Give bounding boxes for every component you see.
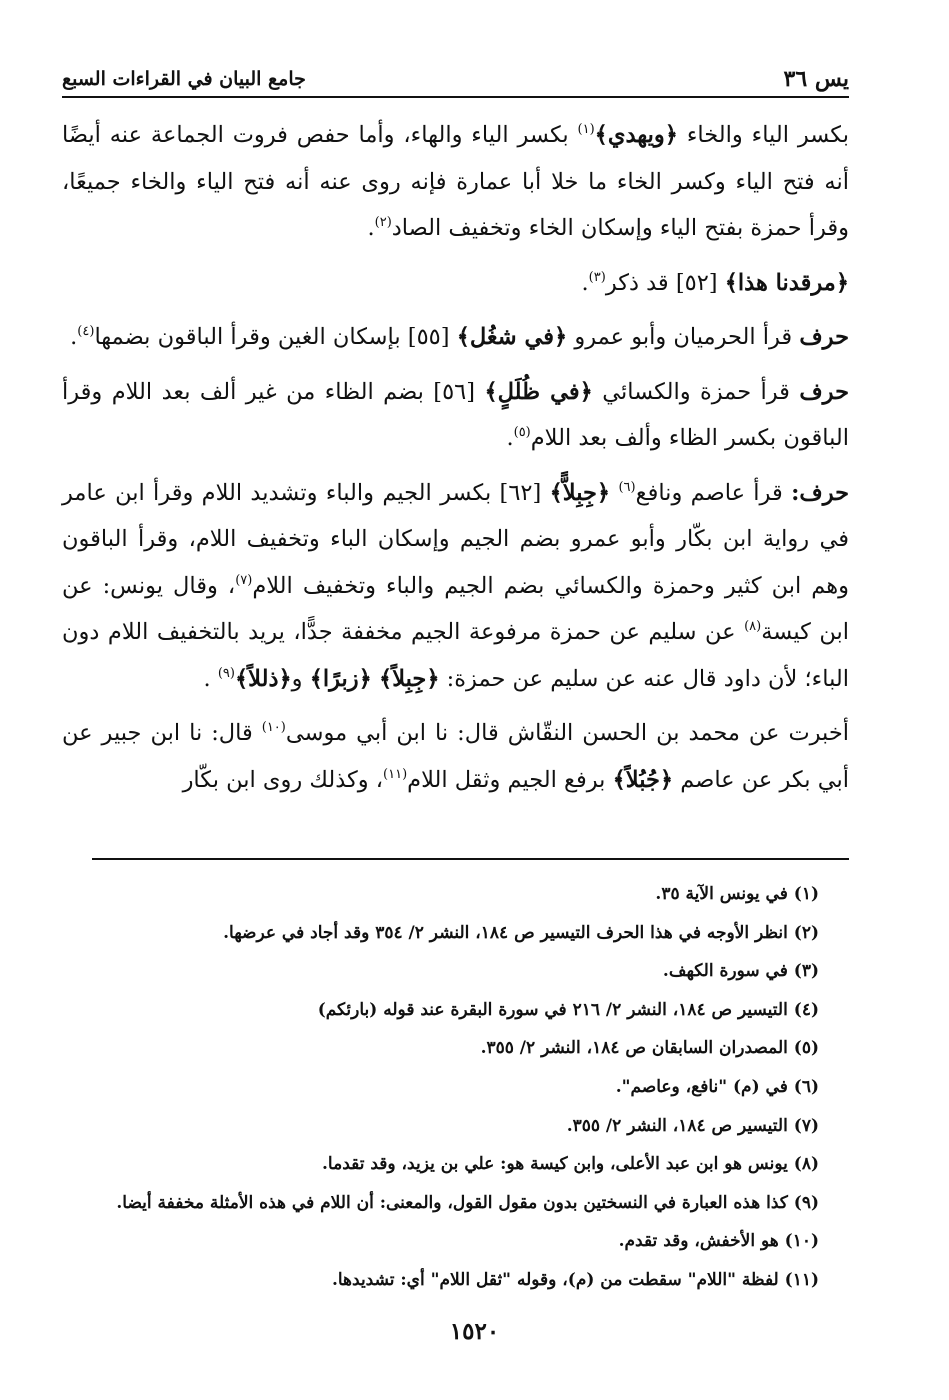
text-run: قرأ الحرميان وأبو عمرو xyxy=(567,324,800,350)
text-run: . xyxy=(203,665,218,692)
footnote-item: (٨) يونس هو ابن عبد الأعلى، وابن كيسة هو: علي بن يزيد، وقد تقدما. xyxy=(322,1154,819,1175)
text-run: . xyxy=(506,425,514,451)
text-run: بكسر الياء والخاء xyxy=(677,122,849,148)
text-run: قرأ عاصم ونافع xyxy=(635,479,792,506)
text-run: قال: نا ابن جبير عن أبي بكر عن عاصم xyxy=(62,720,849,793)
footnote-item: (٤) التيسير ص ١٨٤، النشر ٢/ ٢١٦ في سورة البقرة عند قوله (بارئكم) xyxy=(317,999,819,1020)
text-run: . xyxy=(581,269,589,296)
quran-word: ﴿في ظُلَلٍ﴾ xyxy=(484,378,593,405)
section-label: حرف: xyxy=(791,479,850,506)
footnote-item: (٣) في سورة الكهف. xyxy=(662,961,819,982)
text-run: . xyxy=(70,324,78,350)
footnote-item: (٢) انظر الأوجه في هذا الحرف التيسير ص ١٨٤، النشر ٢/ ٣٥٤ وقد أجاد في عرضها. xyxy=(223,922,819,943)
book-title: جامع البيان في القراءات السبع xyxy=(62,68,306,90)
text-run: [٥٢] قد ذكر xyxy=(605,269,725,296)
footnote-ref: (١٠) xyxy=(261,720,286,735)
text-run: ، وكذلك روى ابن بكّار xyxy=(182,766,384,793)
quran-word: ﴿مرقدنا هذا﴾ xyxy=(724,269,849,296)
quran-word: ﴿جِبِلاً﴾ xyxy=(379,665,440,692)
footnote-ref: (٩) xyxy=(217,665,235,681)
footnote-item: (٦) في (م) "نافع، وعاصم". xyxy=(615,1076,819,1097)
footnote-item: (١) في يونس الآية ٣٥. xyxy=(655,884,819,904)
text-run: [٥٦] بضم الظاء من غير ألف بعد اللام وقرأ الباقون بكسر الظاء وألف بعد اللام xyxy=(62,378,849,451)
footnote-ref: (٤) xyxy=(77,324,95,339)
paragraph-3 xyxy=(62,314,849,361)
text-run: . xyxy=(367,215,375,241)
quran-word: ﴿ذللاً﴾ xyxy=(234,665,292,692)
quran-word: ﴿في شغُل﴾ xyxy=(456,324,568,350)
surah-reference: يس ٣٦ xyxy=(783,66,849,92)
text-run: بكسر الياء والهاء، وأما حفص فروت الجماعة عنه أيضًا أنه فتح الياء وكسر الخاء ما خلا أبا عمارة فإنه روى عنه أنه فتح الياء والخاء جميعًا، وقرأ حمزة بفتح الياء وإسكان الخاء وتخفيف الصاد xyxy=(62,122,849,241)
main-text xyxy=(62,112,849,811)
text-run: [٦٢] بكسر الجيم والباء وتشديد اللام وقرأ ابن عامر في رواية ابن بكّار وأبو عمرو بضم الجيم وإسكان الباء وتخفيف اللام، وقرأ الباقون وهم ابن كثير وحمزة والكسائي بضم الجيم والباء وتخفيف اللام xyxy=(62,479,849,599)
page-number: ١٥٢٠ xyxy=(449,1318,500,1345)
footnote-item: (٩) كذا هذه العبارة في النسختين بدون مقول القول، والمعنى: أن اللام في هذه الأمثلة مخففة أيضا. xyxy=(116,1192,819,1213)
footnote-ref: (٦) xyxy=(618,479,636,495)
quran-word: ﴿جِبِلاًّ﴾ xyxy=(549,479,611,506)
paragraph-6 xyxy=(62,710,849,803)
footnote-item: (١١) لفظة "اللام" سقطت من (م)، وقوله "ثقل اللام" أي: تشديدها. xyxy=(331,1269,819,1290)
footnote-ref: (٣) xyxy=(588,269,606,285)
text-run: أخبرت عن محمد بن الحسن النقّاش قال: نا ابن أبي موسى xyxy=(285,720,850,746)
text-run: و xyxy=(291,665,310,692)
text-run: [٥٥] بإسكان الغين وقرأ الباقون بضمها xyxy=(94,324,457,350)
footnote-ref: (٧) xyxy=(235,572,253,588)
footnote-item: (١٠) هو الأخفش، وقد تقدم. xyxy=(618,1231,819,1252)
footnote-ref: (١١) xyxy=(383,766,408,782)
footnote-item: (٥) المصدران السابقان ص ١٨٤، النشر ٢/ ٣٥٥. xyxy=(480,1038,819,1059)
running-header xyxy=(62,62,849,98)
footnote-item: (٧) التيسير ص ١٨٤، النشر ٢/ ٣٥٥. xyxy=(566,1115,819,1136)
paragraph-2 xyxy=(62,260,849,307)
section-label: حرف xyxy=(799,378,850,405)
text-run: ، وقال يونس: عن ابن كيسة xyxy=(62,572,849,645)
paragraph-1 xyxy=(62,112,849,252)
footnote-ref: (٨) xyxy=(744,619,762,634)
footnote-ref: (٢) xyxy=(374,215,392,230)
quran-word: ﴿ويهدي﴾ xyxy=(594,122,678,148)
text-run xyxy=(372,666,379,692)
footnote-separator xyxy=(92,858,849,860)
paragraph-4 xyxy=(62,369,849,462)
footnotes xyxy=(62,875,819,1300)
text-run: عن سليم عن حمزة مرفوعة الجيم مخففة جدًّا، يريد بالتخفيف اللام دون الباء؛ لأن داود قال عنه عن سليم عن حمزة: xyxy=(62,619,849,692)
text-run: قرأ حمزة والكسائي xyxy=(592,378,800,405)
text-run: برفع الجيم وثقل اللام xyxy=(407,766,613,793)
quran-word: ﴿جُبُلاً﴾ xyxy=(612,766,674,793)
paragraph-5 xyxy=(62,470,849,703)
footnote-ref: (١) xyxy=(577,122,595,137)
footnote-ref: (٥) xyxy=(513,425,531,440)
quran-word: ﴿زبرًا﴾ xyxy=(309,665,372,692)
section-label: حرف xyxy=(799,324,849,350)
